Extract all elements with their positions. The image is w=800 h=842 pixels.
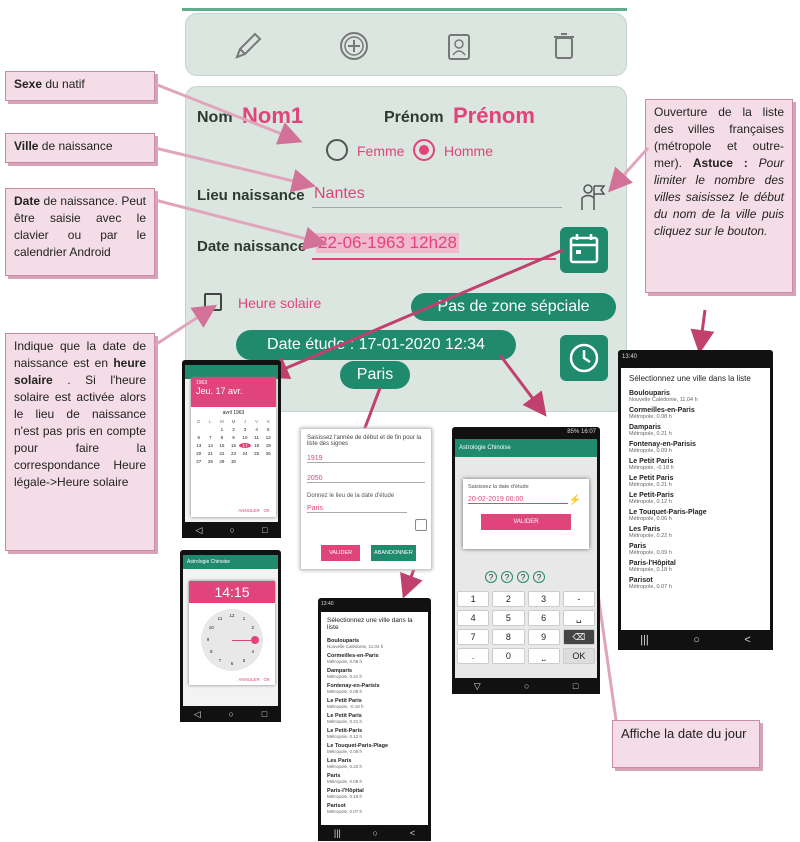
city-detail: Métropole, 0.09 h xyxy=(327,779,363,784)
keypad-key[interactable]: OK xyxy=(563,648,595,664)
city-detail: Nouvelle Calédonie, 11.04 h xyxy=(629,397,698,403)
keypad-key[interactable]: 4 xyxy=(457,610,489,626)
city-list-item[interactable] xyxy=(629,490,762,507)
weekday-label: D xyxy=(197,419,201,424)
weekday-label: M xyxy=(231,419,236,424)
help-icon[interactable]: ? xyxy=(533,571,545,583)
note-date: Date de naissance. Peut être saisie avec le clavier ou par le calendrier Android xyxy=(5,188,155,276)
city-name: Paris-l'Hôpital xyxy=(327,788,364,794)
city-list-item[interactable] xyxy=(629,473,762,490)
app-title: Astrologie Chinoise xyxy=(183,555,278,569)
keypad-key[interactable]: 5 xyxy=(492,610,524,626)
city-detail: Métropole, 0.09 h xyxy=(327,689,363,694)
clock-face[interactable] xyxy=(201,609,263,671)
keypad-key[interactable]: ␣ xyxy=(563,610,595,626)
calendar-day[interactable]: 26 xyxy=(265,451,271,456)
city-list-phone-small xyxy=(318,598,431,841)
city-name: Le Petit-Paris xyxy=(629,492,674,499)
city-list-sheet xyxy=(621,368,770,630)
back-icon[interactable]: < xyxy=(409,828,416,838)
city-detail: Métropole, 0.22 h xyxy=(327,764,363,769)
calendar-day[interactable]: 19 xyxy=(265,443,271,448)
clock-phone xyxy=(180,550,281,722)
nom-label: Nom xyxy=(197,109,233,126)
calendar-day[interactable]: 8 xyxy=(220,435,224,440)
calendar-day[interactable]: 21 xyxy=(207,451,213,456)
city-name: Fontenay-en-Parisis xyxy=(327,683,380,689)
weekday-label: S xyxy=(266,419,270,424)
city-list-item[interactable] xyxy=(327,801,422,816)
city-name: Le Petit Paris xyxy=(629,475,674,482)
calendar-day[interactable]: 6 xyxy=(197,435,201,440)
back-icon[interactable]: < xyxy=(744,634,751,646)
city-list-item[interactable] xyxy=(327,771,422,786)
calendar-day[interactable]: 15 xyxy=(219,443,225,448)
date-picker-header xyxy=(191,377,276,407)
date-input[interactable]: 22-06-1963 12h28 xyxy=(318,233,457,252)
clock-number[interactable]: 1 xyxy=(242,616,246,622)
picker-date: Jeu. 17 avr. xyxy=(196,386,243,396)
city-detail: Métropole, 0.21 h xyxy=(629,482,672,488)
city-detail: Métropole, 0.06 h xyxy=(327,749,363,754)
home-icon[interactable]: ○ xyxy=(524,681,530,691)
calendar-day xyxy=(205,427,217,432)
city-name: Damparis xyxy=(629,424,661,431)
date-etude-prompt: Saisissez la date d'étude xyxy=(468,484,529,490)
note-liste-villes: Ouverture de la liste des villes françaises (métropole et outre-mer). Astuce : Pour limiter le nombre des villes saisissez le début du nom de la ville puis cliquez sur le bouton. xyxy=(645,99,793,293)
ville-etude-button[interactable]: Paris xyxy=(340,361,410,389)
city-detail: Métropole, 0.18 h xyxy=(629,567,672,573)
city-list-item[interactable] xyxy=(629,541,762,558)
city-list-item[interactable] xyxy=(629,456,762,473)
city-list xyxy=(327,636,422,816)
weekday-label: V xyxy=(255,419,259,424)
lieu-etude-input[interactable]: Paris xyxy=(307,505,407,513)
keypad-key[interactable]: 7 xyxy=(457,629,489,645)
city-list-item[interactable] xyxy=(327,741,422,756)
prenom-value[interactable]: Prénom xyxy=(453,103,535,128)
city-name: Le Touquet-Paris-Plage xyxy=(327,743,389,749)
note-sexe: Sexe du natif xyxy=(5,71,155,101)
city-detail: Métropole, 0.09 h xyxy=(629,448,672,454)
nav-bar xyxy=(618,630,773,650)
city-name: Fontenay-en-Parisis xyxy=(629,441,696,448)
status-bar: 85% 16:07 xyxy=(567,429,596,435)
calendar-day[interactable]: 3 xyxy=(243,427,247,432)
lieu-prompt: Donnez le lieu de la date d'étude xyxy=(307,493,395,499)
calendar-day[interactable]: 24 xyxy=(242,451,248,456)
heure-solaire-label: Heure solaire xyxy=(238,295,322,311)
city-detail: Métropole, 0.12 h xyxy=(629,499,672,505)
keypad-key[interactable]: 1 xyxy=(457,591,489,607)
date-label: Date naissance xyxy=(197,238,307,255)
calendar-day[interactable]: 27 xyxy=(196,459,202,464)
city-list-item[interactable] xyxy=(629,405,762,422)
nav-bar xyxy=(182,522,281,538)
keypad-key[interactable]: 2 xyxy=(492,591,524,607)
recents-icon[interactable]: ||| xyxy=(640,634,649,646)
keypad-key[interactable]: 3 xyxy=(528,591,560,607)
clock-number[interactable]: 5 xyxy=(242,657,246,663)
recents-icon[interactable]: ||| xyxy=(333,828,341,838)
time-picker-dialog xyxy=(189,581,275,685)
weekday-label: M xyxy=(220,419,224,424)
time-ok[interactable]: OK xyxy=(263,677,270,682)
etude-dialog xyxy=(300,428,432,570)
lieu-input[interactable]: Nantes xyxy=(314,185,365,202)
city-list-item[interactable] xyxy=(629,388,762,405)
calendar-day[interactable]: 7 xyxy=(209,435,212,440)
picker-month: avril 1963 xyxy=(222,410,245,416)
numeric-keypad xyxy=(457,591,595,664)
city-name: Paris xyxy=(327,773,341,779)
calendar-day[interactable]: 16 xyxy=(230,443,236,448)
home-icon[interactable]: ○ xyxy=(693,634,700,646)
city-list-item[interactable] xyxy=(327,636,422,651)
calendar-day[interactable]: 28 xyxy=(207,459,213,464)
clock-number[interactable]: 9 xyxy=(206,637,210,642)
calendar-grid xyxy=(193,419,274,464)
selected-day[interactable]: 17 xyxy=(239,443,251,448)
city-detail: Métropole, 0.08 h xyxy=(327,659,363,664)
clock-number[interactable]: 8 xyxy=(209,649,213,654)
city-detail: Métropole, 0.08 h xyxy=(629,414,672,420)
weekday-label: J xyxy=(243,419,247,424)
city-list-item[interactable] xyxy=(327,711,422,726)
recents-icon[interactable]: □ xyxy=(261,709,268,719)
city-name: Les Paris xyxy=(629,526,661,533)
city-list-item[interactable] xyxy=(327,756,422,771)
city-list-item[interactable] xyxy=(629,524,762,541)
city-list-item[interactable] xyxy=(629,558,762,575)
city-name: Paris-l'Hôpital xyxy=(629,560,676,567)
zone-badge[interactable]: Pas de zone sépciale xyxy=(411,293,616,321)
city-detail: Métropole, 0.09 h xyxy=(629,550,672,556)
abandon-button[interactable]: ABANDONNER xyxy=(371,545,416,561)
clock-number[interactable]: 12 xyxy=(229,613,235,618)
clock-number[interactable]: 6 xyxy=(230,661,234,666)
note-ville: Ville de naissance xyxy=(5,133,155,163)
city-name: Le Petit Paris xyxy=(327,698,362,704)
validate-button[interactable]: VALIDER xyxy=(321,545,360,561)
calendar-day[interactable]: 14 xyxy=(207,443,213,448)
calendar-day[interactable]: 1 xyxy=(220,427,224,432)
keypad-key[interactable]: . xyxy=(457,648,489,664)
city-list-item[interactable] xyxy=(629,439,762,456)
keypad-key[interactable]: 8 xyxy=(492,629,524,645)
city-name: Le Petit Paris xyxy=(629,458,674,465)
city-name: Parisot xyxy=(629,577,653,584)
city-name: Les Paris xyxy=(327,758,352,764)
calendar-day[interactable]: 18 xyxy=(254,443,260,448)
city-name: Parisot xyxy=(327,803,346,809)
clock-selector[interactable] xyxy=(251,636,259,644)
city-detail: Métropole, 0.21 h xyxy=(327,719,363,724)
city-name: Paris xyxy=(629,543,647,550)
note-heure-solaire: Indique que la date de naissance est en heure solaire . Si l'heure solaire est activée alors le lieu de naissance n'est pas pris en compte pour faire la correspondance Heure légale->Heure solaire xyxy=(5,333,155,551)
calendar-day[interactable]: 13 xyxy=(196,443,202,448)
calendar-day[interactable]: 12 xyxy=(265,435,271,440)
city-list xyxy=(629,388,762,592)
app-title: Astrologie Chinoise xyxy=(455,439,597,457)
help-icon[interactable]: ? xyxy=(485,571,497,583)
recents-icon[interactable]: □ xyxy=(262,525,268,535)
validate-date-button[interactable]: VALIDER xyxy=(481,514,571,530)
city-name: Damparis xyxy=(327,668,353,674)
radio-homme-label: Homme xyxy=(444,143,494,159)
home-icon[interactable]: ○ xyxy=(372,828,379,838)
picker-cancel[interactable]: ANNULER xyxy=(238,508,260,513)
city-list-item[interactable] xyxy=(629,422,762,439)
city-list-item[interactable] xyxy=(629,507,762,524)
keypad-key[interactable]: - xyxy=(563,591,595,607)
nav-bar xyxy=(452,678,600,694)
clock-number[interactable]: 10 xyxy=(208,625,214,630)
calendar-day[interactable]: 9 xyxy=(232,435,235,440)
city-list-item[interactable] xyxy=(327,666,422,681)
calendar-day[interactable]: 2 xyxy=(232,427,235,432)
calendar-day[interactable]: 30 xyxy=(230,459,236,464)
back-icon[interactable]: ◁ xyxy=(195,524,203,535)
calendar-day[interactable]: 23 xyxy=(230,451,236,456)
note-date-du-jour: Affiche la date du jour xyxy=(612,720,760,768)
keypad-key[interactable]: 9 xyxy=(528,629,560,645)
prenom-label: Prénom xyxy=(384,109,444,126)
status-time: 13:40 xyxy=(622,354,638,360)
weekday-label: L xyxy=(209,419,212,424)
city-detail: Métropole, 0.07 h xyxy=(327,809,363,814)
keypad-key[interactable]: 0 xyxy=(492,648,524,664)
lightning-icon[interactable]: ⚡ xyxy=(568,495,581,506)
back-icon[interactable]: ▽ xyxy=(473,680,481,691)
city-detail: Métropole, -0.18 h xyxy=(327,704,364,709)
city-name: Boulouparis xyxy=(327,638,360,644)
home-icon[interactable]: ○ xyxy=(229,525,235,535)
date-etude-dialog xyxy=(463,479,589,549)
radio-femme-label: Femme xyxy=(357,143,405,159)
clock-number[interactable]: 11 xyxy=(217,616,223,622)
clock-number[interactable]: 2 xyxy=(251,625,255,630)
back-icon[interactable]: ◁ xyxy=(193,708,201,719)
city-detail: Métropole, 0.22 h xyxy=(629,533,672,539)
help-icon[interactable]: ? xyxy=(501,571,513,583)
nom-value[interactable]: Nom1 xyxy=(242,103,304,128)
city-detail: Métropole, 0.12 h xyxy=(327,734,363,739)
keypad-key[interactable]: 6 xyxy=(528,610,560,626)
calendar-day xyxy=(193,427,205,432)
date-picker-dialog xyxy=(191,377,276,517)
city-detail: Métropole, 0.21 h xyxy=(327,674,363,679)
city-list-title: Sélectionnez une ville dans la liste xyxy=(327,617,413,631)
date-etude-button[interactable]: Date étude : 17-01-2020 12:34 xyxy=(236,330,516,360)
city-detail: Métropole, 0.21 h xyxy=(629,431,672,437)
help-icons xyxy=(485,571,545,583)
nav-bar xyxy=(180,706,281,722)
etude-intro: Saisissez l'année de début et de fin pour la liste des signes xyxy=(307,435,422,447)
nav-bar xyxy=(318,825,431,841)
city-list-item[interactable] xyxy=(629,575,762,592)
city-list-item[interactable] xyxy=(327,651,422,666)
calendar-day[interactable]: 22 xyxy=(219,451,225,456)
city-detail: Métropole, 0.07 h xyxy=(629,584,672,590)
clock-number[interactable]: 4 xyxy=(251,649,255,654)
time-display: 14:15 xyxy=(189,581,275,603)
city-picker-icon[interactable] xyxy=(415,519,427,531)
calendar-day[interactable]: 11 xyxy=(254,435,259,440)
city-list-title: Sélectionnez une ville dans la liste xyxy=(629,374,751,383)
city-name: Cormeilles-en-Paris xyxy=(327,653,379,659)
time-cancel[interactable]: ANNULER xyxy=(238,677,260,682)
city-list-item[interactable] xyxy=(327,681,422,696)
clock-number[interactable]: 7 xyxy=(218,657,222,663)
city-name: Le Petit Paris xyxy=(327,713,362,719)
calendar-day[interactable]: 10 xyxy=(242,435,248,440)
city-list-item[interactable] xyxy=(327,786,422,801)
calendar-day[interactable]: 25 xyxy=(254,451,260,456)
today-phone xyxy=(452,427,600,694)
status-time: 13:40 xyxy=(321,601,334,607)
picker-year[interactable]: 1963 xyxy=(196,380,208,386)
city-detail: Métropole, 0.06 h xyxy=(629,516,672,522)
help-icon[interactable]: ? xyxy=(517,571,529,583)
calendar-day[interactable]: 20 xyxy=(196,451,202,456)
calendar-day[interactable]: 4 xyxy=(255,427,258,432)
calendar-day[interactable]: 29 xyxy=(219,459,225,464)
home-icon[interactable]: ○ xyxy=(228,709,234,719)
keypad-key[interactable]: ⎵ xyxy=(528,648,560,664)
city-detail: Métropole, -0.18 h xyxy=(629,465,674,471)
picker-ok[interactable]: OK xyxy=(263,508,270,513)
city-name: Boulouparis xyxy=(629,390,670,397)
city-name: Le Petit-Paris xyxy=(327,728,363,734)
city-list-item[interactable] xyxy=(327,726,422,741)
city-list-sheet xyxy=(321,612,428,825)
city-name: Le Touquet-Paris-Plage xyxy=(629,509,707,516)
city-detail: Nouvelle Calédonie, 11.04 h xyxy=(327,644,384,649)
city-list-item[interactable] xyxy=(327,696,422,711)
city-name: Cormeilles-en-Paris xyxy=(629,407,695,414)
date-etude-input[interactable]: 20-02-2019 00:00 xyxy=(468,496,568,504)
start-year-input[interactable]: 1919 xyxy=(307,455,425,463)
calendar-day[interactable]: 5 xyxy=(266,427,270,432)
keypad-key[interactable]: ⌫ xyxy=(563,629,595,645)
calendar-phone xyxy=(182,360,281,538)
end-year-input[interactable]: 2050 xyxy=(307,475,425,483)
city-detail: Métropole, 0.18 h xyxy=(327,794,363,799)
city-list-phone-large xyxy=(618,350,773,650)
recents-icon[interactable]: □ xyxy=(572,681,579,691)
lieu-label: Lieu naissance xyxy=(197,187,305,204)
